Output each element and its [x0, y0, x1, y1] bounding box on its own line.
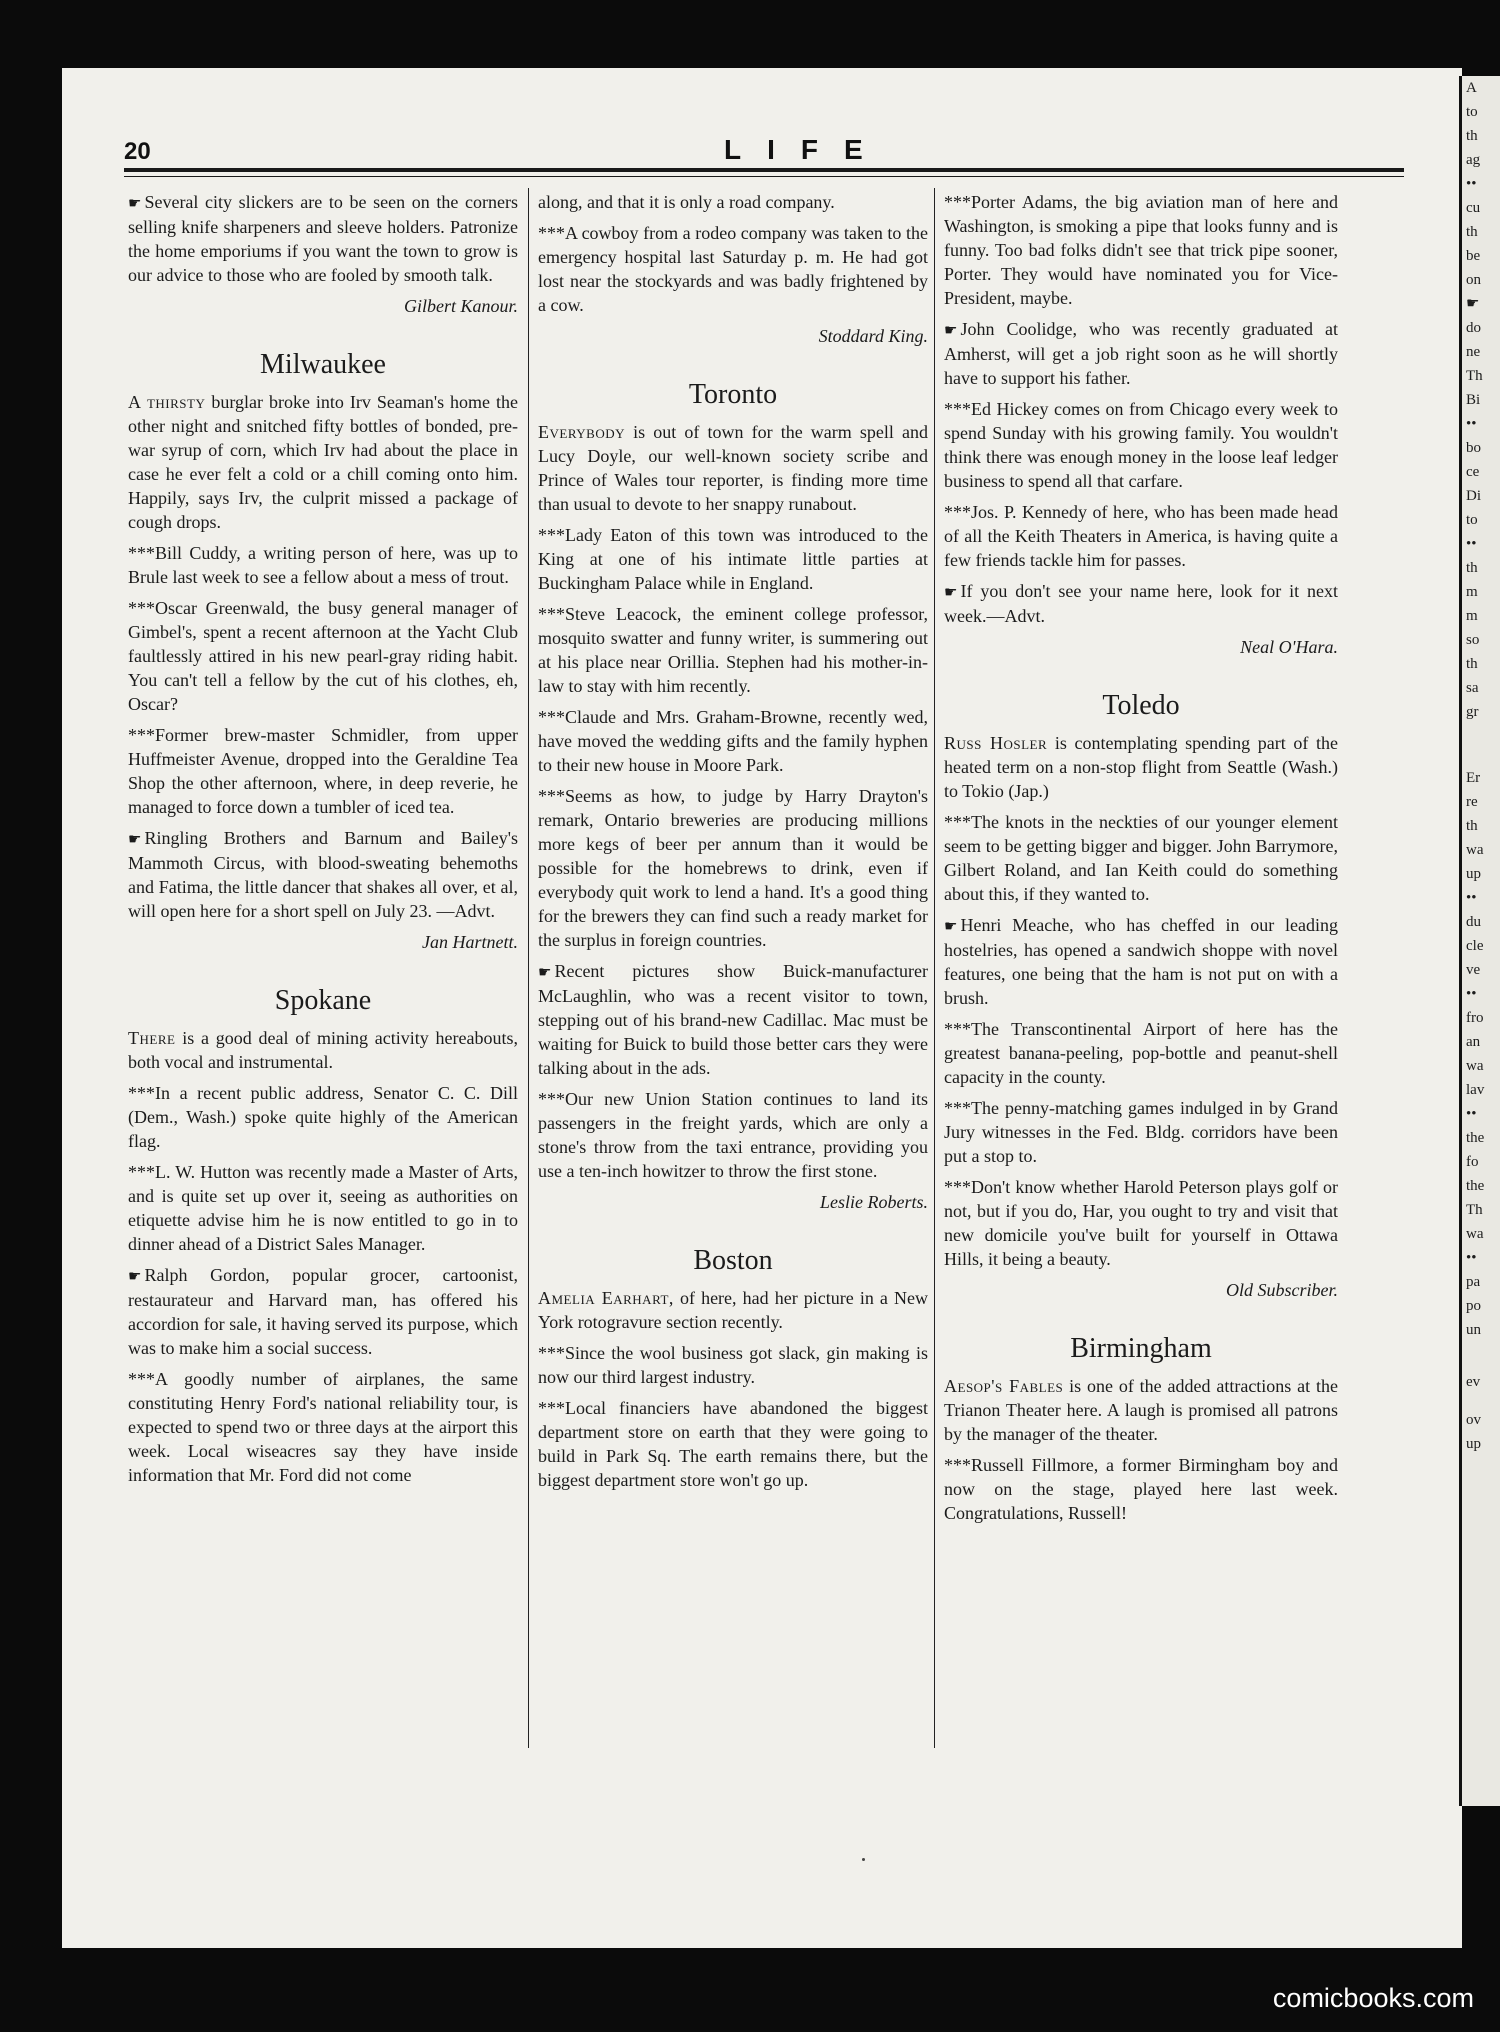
next-page-fragment: ••	[1466, 1106, 1477, 1122]
news-item	[128, 1160, 518, 1256]
news-item	[538, 602, 928, 698]
next-page-fragment: cu	[1466, 200, 1481, 216]
item-text: Several city slickers are to be seen on the corners selling knife sharpeners and sleeve holders. Patronize the home emporiums if you want the town to grow is our advice to those who are fooled by smooth talk.	[128, 192, 518, 285]
pointing-hand-icon: ☛	[128, 1267, 142, 1285]
lead-in-words: Amelia Earhart,	[538, 1288, 674, 1308]
item-text: Recent pictures show Buick-manufacturer McLaughlin, who was a recent visitor to town, stepping out of his brand-new Cadillac. Mac must be waiting for Buick to build those better cars they were talking about in the ads.	[538, 961, 928, 1078]
next-page-edge	[1459, 76, 1500, 1806]
page-header	[124, 134, 1404, 166]
next-page-fragment: re	[1466, 794, 1478, 810]
asterisk-separator: ***	[944, 399, 971, 419]
asterisk-separator: ***	[538, 786, 565, 806]
next-page-fragment: up	[1466, 866, 1481, 882]
next-page-fragment: up	[1466, 1436, 1481, 1452]
next-page-fragment: to	[1466, 512, 1478, 528]
next-page-fragment	[1462, 752, 1500, 766]
item-text: John Coolidge, who was recently graduated at Amherst, will get a job right soon as he will shortly have to support his father.	[944, 319, 1338, 388]
news-item	[128, 190, 518, 287]
item-text: along, and that it is only a road company.	[538, 192, 835, 212]
lead-in-words: A thirsty	[128, 392, 206, 412]
next-page-fragment: sa	[1466, 680, 1479, 696]
item-text: Henri Meache, who has cheffed in our leading hostelries, has opened a sandwich shoppe with novel features, one being that the ham is not put on with a brush.	[944, 915, 1338, 1008]
city-heading: Toronto	[688, 379, 778, 410]
item-text: A goodly number of airplanes, the same constituting Henry Ford's national reliability tour, is expected to spend two or three days at the airport this week. Local wiseacres say they have inside information that Mr. Ford did not come	[128, 1369, 518, 1485]
next-page-fragment: the	[1466, 1178, 1485, 1194]
news-item	[944, 190, 1338, 310]
item-text: Jos. P. Kennedy of here, who has been made head of all the Keith Theaters in America, is having quite a few friends tackle him for passes.	[944, 502, 1338, 570]
column-divider	[528, 188, 529, 1748]
next-page-fragment: cle	[1466, 938, 1484, 954]
pointing-hand-icon: ☛	[128, 194, 142, 212]
city-heading: Toledo	[1102, 690, 1180, 721]
next-page-fragment: wa	[1466, 842, 1484, 858]
asterisk-separator: ***	[944, 1019, 971, 1039]
byline-signature: Leslie Roberts.	[820, 1192, 928, 1212]
asterisk-separator: ***	[944, 1098, 971, 1118]
byline-signature: Gilbert Kanour.	[403, 296, 518, 316]
next-page-fragment: ☛	[1466, 296, 1480, 312]
news-item	[944, 500, 1338, 572]
next-page-fragment: so	[1466, 632, 1480, 648]
asterisk-separator: ***	[538, 707, 565, 727]
item-text: Lady Eaton of this town was introduced to the King at one of his intimate little parties at Buckingham Palace while in England.	[538, 525, 928, 593]
item-text: Ed Hickey comes on from Chicago every week to spend Sunday with his growing family. You wouldn't think there was enough money in the loose leaf ledger business to spend all that carfare.	[944, 399, 1338, 491]
next-page-fragment: ••	[1466, 416, 1477, 432]
news-item	[538, 1341, 928, 1389]
pointing-hand-icon: ☛	[538, 963, 552, 981]
item-text: Claude and Mrs. Graham-Browne, recently wed, have moved the wedding gifts and the family hyphen to their new house in Moore Park.	[538, 707, 928, 775]
asterisk-separator: ***	[538, 604, 565, 624]
next-page-fragment: ag	[1466, 152, 1481, 168]
next-page-fragment: to	[1466, 104, 1478, 120]
item-text: Our new Union Station continues to land its passengers in the freight yards, which are only a stone's throw from the taxi entrance, providing you use a ten-inch howitzer to throw the first stone.	[538, 1089, 928, 1181]
item-text: Don't know whether Harold Peterson plays golf or not, but if you do, Har, you ought to try and visit that new domicile you've built for yourself in Ottawa Hills, it being a beauty.	[944, 1177, 1338, 1269]
header-rule-thin	[124, 176, 1404, 177]
news-item	[944, 913, 1338, 1010]
byline-signature: Neal O'Hara.	[1240, 637, 1338, 657]
next-page-fragment: th	[1466, 560, 1478, 576]
asterisk-separator: ***	[944, 1177, 971, 1197]
item-text: Former brew-master Schmidler, from upper Huffmeister Avenue, dropped into the Geraldine Tea Shop the other afternoon, where, in deep reverie, he managed to force down a tumbler of iced tea.	[128, 725, 518, 817]
column-divider	[934, 188, 935, 1748]
next-page-fragment: th	[1466, 818, 1478, 834]
news-item	[128, 826, 518, 923]
item-text: Porter Adams, the big aviation man of here and Washington, is smoking a pipe that looks funny and is funny. Too bad folks didn't see that trick pipe sooner, Porter. They would have nominated you for Vice-President, maybe.	[944, 192, 1338, 308]
item-text: The knots in the neckties of our younger element seem to be getting bigger and bigger. John Barrymore, Gilbert Roland, and Ian Keith could do something about this, if they wanted to.	[944, 812, 1338, 904]
item-text: Local financiers have abandoned the biggest department store on earth that they were going to build in Park Sq. The earth remains there, but the biggest department store won't go up.	[538, 1398, 928, 1490]
news-item	[128, 1026, 518, 1074]
city-heading: Birmingham	[1070, 1333, 1212, 1364]
item-text: burglar broke into Irv Seaman's home the other night and snitched fifty bottles of bonded, pre-war syrup of corn, which Irv had about the place in case he ever felt a cold or a chill coming onto him. Happily, says Irv, the culprit missed a package of cough drops.	[128, 392, 518, 532]
next-page-fragment: Er	[1466, 770, 1481, 786]
news-item	[128, 596, 518, 716]
item-text: is a good deal of mining activity hereabouts, both vocal and instrumental.	[128, 1028, 518, 1072]
next-page-fragment: the	[1466, 1130, 1485, 1146]
city-heading: Spokane	[274, 985, 372, 1016]
item-text: is out of town for the warm spell and Lucy Doyle, our well-known society scribe and Prince of Wales tour reporter, is finding more time than usual to devote to her snappy runabout.	[538, 422, 928, 514]
next-page-fragment: do	[1466, 320, 1481, 336]
lead-in-words: There	[128, 1028, 176, 1048]
next-page-fragment: ve	[1466, 962, 1481, 978]
item-text: Steve Leacock, the eminent college professor, mosquito swatter and funny writer, is summering out at his place near Orillia. Stephen had his mother-in-law to stay with him recently.	[538, 604, 928, 696]
news-item	[128, 541, 518, 589]
item-text: Ringling Brothers and Barnum and Bailey's Mammoth Circus, with blood-sweating behemoths and Fatima, the little dancer that shakes all over, et al, will open here for a short spell on July 23. —Advt.	[128, 828, 518, 921]
news-item	[944, 1175, 1338, 1271]
asterisk-separator: ***	[538, 1398, 565, 1418]
item-text: Russell Fillmore, a former Birmingham boy and now on the stage, played here last week. Congratulations, Russell!	[944, 1455, 1338, 1523]
asterisk-separator: ***	[128, 598, 155, 618]
next-page-fragment: th	[1466, 656, 1478, 672]
asterisk-separator: ***	[128, 543, 155, 563]
next-page-fragment: A	[1466, 80, 1477, 96]
next-page-fragment: an	[1466, 1034, 1481, 1050]
item-text: of here, had her picture in a New York rotogravure section recently.	[538, 1288, 928, 1332]
news-item	[538, 959, 928, 1080]
next-page-fragment: ••	[1466, 1250, 1477, 1266]
next-page-fragment: du	[1466, 914, 1481, 930]
next-page-fragment: ••	[1466, 890, 1477, 906]
item-text: The penny-matching games indulged in by Grand Jury witnesses in the Fed. Bldg. corridors have been put a stop to.	[944, 1098, 1338, 1166]
item-text: If you don't see your name here, look for it next week.—Advt.	[944, 581, 1338, 626]
next-page-fragment: Th	[1466, 1202, 1483, 1218]
next-page-fragment: wa	[1466, 1226, 1484, 1242]
byline-signature: Stoddard King.	[818, 326, 928, 346]
next-page-fragment: ne	[1466, 344, 1481, 360]
news-item	[944, 731, 1338, 803]
print-speck	[862, 1858, 865, 1861]
next-page-fragment: m	[1466, 584, 1478, 600]
asterisk-separator: ***	[944, 502, 971, 522]
item-text: L. W. Hutton was recently made a Master of Arts, and is quite set up over it, seeing as authorities on etiquette advise him he is now entitled to go in to dinner ahead of a District Sales Manager.	[128, 1162, 518, 1254]
news-item	[944, 397, 1338, 493]
asterisk-separator: ***	[128, 1369, 155, 1389]
next-page-fragment: wa	[1466, 1058, 1484, 1074]
next-page-fragment: ce	[1466, 464, 1480, 480]
asterisk-separator: ***	[944, 1455, 971, 1475]
news-item	[944, 1096, 1338, 1168]
news-item	[128, 723, 518, 819]
news-item	[944, 810, 1338, 906]
next-page-fragment: be	[1466, 248, 1481, 264]
asterisk-separator: ***	[944, 192, 971, 212]
news-item	[538, 1286, 928, 1334]
news-item	[538, 190, 928, 214]
next-page-fragment: ev	[1466, 1374, 1481, 1390]
item-text: In a recent public address, Senator C. C. Dill (Dem., Wash.) spoke quite highly of the American flag.	[128, 1083, 518, 1151]
column-2	[538, 190, 928, 1499]
lead-in-words: Everybody	[538, 422, 626, 442]
news-item	[128, 390, 518, 534]
news-item	[538, 1087, 928, 1183]
masthead-title: LIFE	[724, 134, 889, 165]
pointing-hand-icon: ☛	[128, 830, 142, 848]
item-text: A cowboy from a rodeo company was taken to the emergency hospital last Saturday p. m. He had got lost near the stockyards and was badly frightened by a cow.	[538, 223, 928, 315]
watermark: comicbooks.com	[1272, 1983, 1474, 2013]
news-item	[538, 221, 928, 317]
next-page-fragment: ••	[1466, 176, 1477, 192]
next-page-fragment: un	[1466, 1322, 1481, 1338]
next-page-fragment: ••	[1466, 536, 1477, 552]
next-page-fragment: po	[1466, 1298, 1481, 1314]
column-1	[128, 190, 518, 1494]
next-page-fragment: on	[1466, 272, 1481, 288]
asterisk-separator: ***	[128, 725, 155, 745]
news-item	[944, 579, 1338, 628]
lead-in-words: Russ Hosler	[944, 733, 1048, 753]
asterisk-separator: ***	[128, 1083, 155, 1103]
item-text: Bill Cuddy, a writing person of here, was up to Brule last week to see a fellow about a mess of trout.	[128, 543, 518, 587]
byline-signature: Old Subscriber.	[1226, 1280, 1338, 1300]
item-text: Ralph Gordon, popular grocer, cartoonist, restaurateur and Harvard man, has offered his accordion for sale, it having served its purpose, which was to make him a social success.	[128, 1265, 518, 1358]
pointing-hand-icon: ☛	[944, 917, 958, 935]
news-item	[538, 705, 928, 777]
news-item	[128, 1081, 518, 1153]
asterisk-separator: ***	[538, 223, 565, 243]
next-page-fragment	[1462, 724, 1500, 738]
asterisk-separator: ***	[944, 812, 971, 832]
asterisk-separator: ***	[538, 525, 565, 545]
news-item	[944, 317, 1338, 390]
page-number: 20	[124, 138, 151, 165]
asterisk-separator: ***	[538, 1089, 565, 1109]
news-item	[944, 1017, 1338, 1089]
pointing-hand-icon: ☛	[944, 321, 958, 339]
column-3	[944, 190, 1338, 1532]
item-text: The Transcontinental Airport of here has the greatest banana-peeling, pop-bottle and peanut-shell capacity in the county.	[944, 1019, 1338, 1087]
asterisk-separator: ***	[538, 1343, 565, 1363]
item-text: is contemplating spending part of the heated term on a non-stop flight from Seattle (Wash.) to Tokio (Jap.)	[944, 733, 1338, 801]
news-item	[128, 1263, 518, 1360]
next-page-fragment: Bi	[1466, 392, 1481, 408]
item-text: Since the wool business got slack, gin making is now our third largest industry.	[538, 1343, 928, 1387]
item-text: is one of the added attractions at the Trianon Theater here. A laugh is promised all patrons by the manager of the theater.	[944, 1376, 1338, 1444]
lead-in-words: Aesop's Fables	[944, 1376, 1064, 1396]
next-page-fragment	[1462, 1356, 1500, 1370]
item-text: Oscar Greenwald, the busy general manager of Gimbel's, spent a recent afternoon at the Yacht Club faultlessly attired in his new pearl-gray riding habit. You can't tell a fellow by the cut of his clothes, eh, Oscar?	[128, 598, 518, 714]
news-item	[128, 1367, 518, 1487]
next-page-fragment: lav	[1466, 1082, 1485, 1098]
pointing-hand-icon: ☛	[944, 583, 958, 601]
next-page-fragment: m	[1466, 608, 1478, 624]
next-page-fragment: Th	[1466, 368, 1483, 384]
next-page-fragment: fro	[1466, 1010, 1484, 1026]
next-page-fragment: ••	[1466, 986, 1477, 1002]
next-page-fragment: bo	[1466, 440, 1481, 456]
item-text: Seems as how, to judge by Harry Drayton's remark, Ontario breweries are producing millions more kegs of beer per annum than it would be possible for the homebrews to drink, even if everybody quit work to lend a hand. It's a good thing for the brewers they can find such a ready market for the surplus in foreign countries.	[538, 786, 928, 950]
news-item	[538, 523, 928, 595]
next-page-fragment: th	[1466, 224, 1478, 240]
news-item	[944, 1374, 1338, 1446]
next-page-fragment	[1462, 738, 1500, 752]
city-heading: Boston	[693, 1245, 773, 1276]
news-item	[538, 420, 928, 516]
next-page-fragment	[1462, 1394, 1500, 1408]
next-page-fragment: Di	[1466, 488, 1481, 504]
next-page-fragment: gr	[1466, 704, 1479, 720]
header-rule-thick	[124, 168, 1404, 172]
next-page-fragment: pa	[1466, 1274, 1481, 1290]
next-page-fragment: th	[1466, 128, 1478, 144]
next-page-fragment: ov	[1466, 1412, 1481, 1428]
next-page-fragment	[1462, 1342, 1500, 1356]
next-page-fragment: fo	[1466, 1154, 1479, 1170]
news-item	[538, 784, 928, 952]
news-item	[538, 1396, 928, 1492]
byline-signature: Jan Hartnett.	[422, 932, 518, 952]
city-heading: Milwaukee	[260, 349, 386, 380]
asterisk-separator: ***	[128, 1162, 155, 1182]
news-item	[944, 1453, 1338, 1525]
